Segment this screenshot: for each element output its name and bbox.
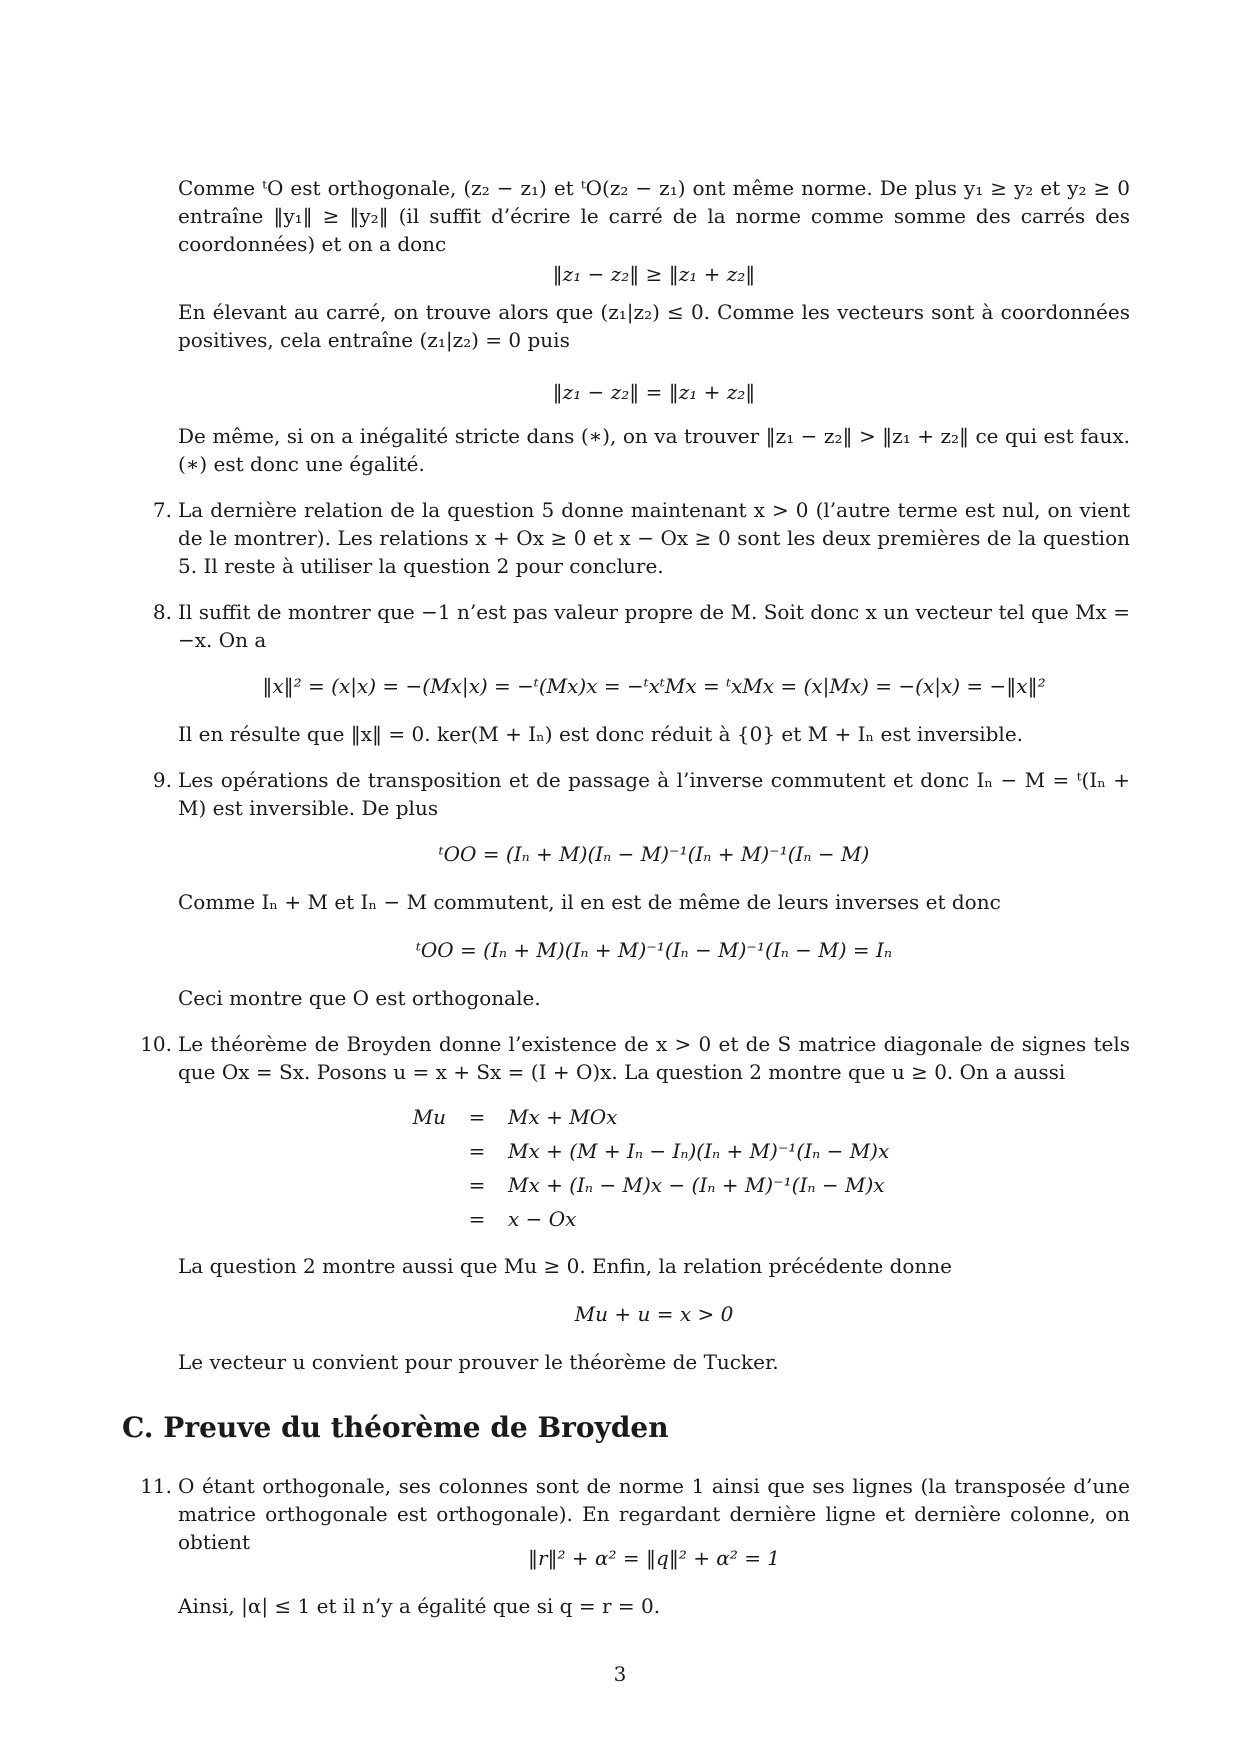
equation-norm-inequality: ‖z₁ − z₂‖ ≥ ‖z₁ + z₂‖ [552,262,756,286]
item-7-text: La dernière relation de la question 5 donne maintenant x > 0 (l’autre terme est nul, on vient de le montrer). Les relations x + Ox ≥ 0 et x − Ox ≥ 0 sont les deux premières de la question 5. Il reste à utiliser la question 2 pour conclure. [178,498,1130,578]
item-10-conclusion: Le vecteur u convient pour prouver le théorème de Tucker. [178,1350,779,1374]
align-rhs: Mx + (M + Iₙ − Iₙ)(Iₙ + M)⁻¹(Iₙ − M)x [508,1139,890,1163]
align-lhs [388,1134,446,1168]
item-9-conclusion: Ceci montre que O est orthogonale. [178,986,541,1010]
intro-paragraph-1: Comme ᵗO est orthogonale, (z₂ − z₁) et ᵗO(z₂ − z₁) ont même norme. De plus y₁ ≥ y₂ et y₂ ≥ 0 entraîne ‖y₁‖ ≥ ‖y₂‖ (il suffit d’écrire le carré de la norme comme somme des carrés des coordonnées) et on a donc [178,176,1130,256]
item-9-middle-text: Comme Iₙ + M et Iₙ − M commutent, il en est de même de leurs inverses et donc [178,890,1001,914]
align-row [388,1134,889,1168]
item-11-conclusion: Ainsi, |α| ≤ 1 et il n’y a égalité que si q = r = 0. [178,1594,661,1618]
item-10-equation: Mu + u = x > 0 [574,1302,734,1326]
item-number-9: 9. [152,768,172,792]
align-lhs [388,1202,446,1236]
align-row [388,1168,889,1202]
item-8-conclusion: Il en résulte que ‖x‖ = 0. ker(M + Iₙ) est donc réduit à {0} et M + Iₙ est inversible. [178,722,1024,746]
item-number-10: 10. [140,1032,172,1056]
align-relation: = [468,1139,486,1163]
align-relation: = [468,1173,486,1197]
item-10-aligned-equations [388,1100,889,1236]
item-10-middle-text: La question 2 montre aussi que Mu ≥ 0. Enfin, la relation précédente donne [178,1254,953,1278]
align-rhs: Mx + (Iₙ − M)x − (Iₙ + M)⁻¹(Iₙ − M)x [508,1173,885,1197]
section-heading: C. Preuve du théorème de Broyden [122,1411,669,1444]
item-9-equation-2: ᵗOO = (Iₙ + M)(Iₙ + M)⁻¹(Iₙ − M)⁻¹(Iₙ − M) = Iₙ [415,938,893,962]
item-9-equation-1: ᵗOO = (Iₙ + M)(Iₙ − M)⁻¹(Iₙ + M)⁻¹(Iₙ − M) [438,842,870,866]
item-number-11: 11. [140,1474,172,1498]
item-9-text: Les opérations de transposition et de passage à l’inverse commutent et donc Iₙ − M = ᵗ(Iₙ + M) est inversible. De plus [178,768,1130,820]
intro-paragraph-3: De même, si on a inégalité stricte dans (∗), on va trouver ‖z₁ − z₂‖ > ‖z₁ + z₂‖ ce qui est faux. (∗) est donc une égalité. [178,424,1130,476]
page-number: 3 [613,1662,627,1686]
item-11-text: O étant orthogonale, ses colonnes sont de norme 1 ainsi que ses lignes (la transposée d’une matrice orthogonale est orthogonale). En regardant dernière ligne et dernière colonne, on obtient [178,1474,1130,1554]
align-row [388,1202,889,1236]
align-relation: = [468,1105,486,1129]
align-lhs: Mu [412,1105,446,1129]
item-10-text: Le théorème de Broyden donne l’existence de x > 0 et de S matrice diagonale de signes tels que Ox = Sx. Posons u = x + Sx = (I + O)x. La question 2 montre que u ≥ 0. On a aussi [178,1032,1130,1084]
align-relation: = [468,1207,486,1231]
align-rhs: x − Ox [508,1207,577,1231]
item-8-equation: ‖x‖² = (x|x) = −(Mx|x) = −ᵗ(Mx)x = −ᵗxᵗMx = ᵗxMx = (x|Mx) = −(x|x) = −‖x‖² [262,674,1046,698]
align-rhs: Mx + MOx [508,1105,618,1129]
align-lhs [388,1168,446,1202]
item-number-7: 7. [152,498,172,522]
equation-norm-equality: ‖z₁ − z₂‖ = ‖z₁ + z₂‖ [552,380,756,404]
item-number-8: 8. [152,600,172,624]
align-row [388,1100,889,1134]
item-8-text: Il suffit de montrer que −1 n’est pas valeur propre de M. Soit donc x un vecteur tel que Mx = −x. On a [178,600,1130,652]
intro-paragraph-2: En élevant au carré, on trouve alors que (z₁|z₂) ≤ 0. Comme les vecteurs sont à coordonnées positives, cela entraîne (z₁|z₂) = 0 puis [178,300,1130,352]
item-11-equation: ‖r‖² + α² = ‖q‖² + α² = 1 [527,1546,781,1570]
